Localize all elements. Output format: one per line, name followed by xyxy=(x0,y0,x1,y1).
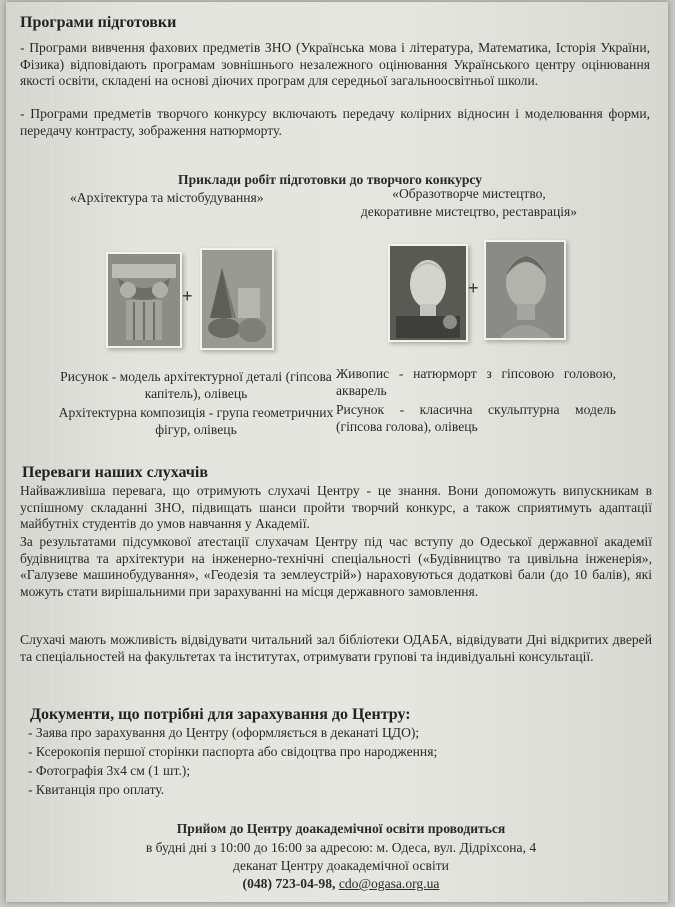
examples-right-heading-line-1: «Образотворче мистецтво, xyxy=(392,186,546,201)
left-caption-2: Архітектурна композиція - група геометричних фігур, олівець xyxy=(58,405,334,437)
geometric-composition-image xyxy=(200,248,274,350)
advantages-paragraph-3: Слухачі мають можливість відвідувати читальний зал бібліотеки ОДАБА, відвідувати Дні відкритих дверей та спеціальностей на факультетах та інститутах, отримувати групові та індивідуальні консультації. xyxy=(20,632,652,664)
section-title-programs: Програми підготовки xyxy=(20,14,177,31)
document-item-1: - Заява про зарахування до Центру (оформляється в деканаті ЦДО); xyxy=(28,725,420,740)
footer-department: деканат Центру доакадемічної освіти xyxy=(233,858,449,873)
left-caption-1: Рисунок - модель архітектурної деталі (гіпсова капітель), олівець xyxy=(60,369,332,401)
watercolor-still-life-image xyxy=(388,244,468,342)
examples-title: Приклади робіт підготовки до творчого конкурсу xyxy=(178,172,483,187)
document-item-4: - Квитанція про оплату. xyxy=(28,782,165,797)
examples-right-heading-line-2: декоративне мистецтво, реставрація» xyxy=(360,204,578,219)
advantages-paragraph-2: За результатами підсумкової атестації слухачам Центру під час вступу до Одеської державної академії будівництва та архітектури на інженерно-технічні спеціальності («Будівництво та цивільна інженерія», «Галузеве машинобудування», «Геодезія та землеустрій») нараховуються додаткові бали (до 10 балів), які можуть стати вирішальними при зарахуванні на місця державного замовлення. xyxy=(20,534,652,599)
section-title-documents: Документи, що потрібні для зарахування до Центру: xyxy=(30,706,411,723)
advantages-paragraph-1: Найважливіша перевага, що отримують слухачі Центру - це знання. Вони допоможуть випускникам в успішному складанні ЗНО, підвищать шанси пройти творчий конкурс, а також сприятимуть адаптації майбутніх студентів до умов навчання у Академії. xyxy=(20,483,652,531)
document-item-2: - Ксерокопія першої сторінки паспорта або свідоцтва про народження; xyxy=(28,744,438,759)
capital-drawing-image xyxy=(106,252,182,348)
right-caption-2: Рисунок - класична скульптурна модель (гіпсова голова), олівець xyxy=(336,402,616,434)
section-title-advantages: Переваги наших слухачів xyxy=(22,464,208,481)
footer-email-link[interactable]: cdo@ogasa.org.ua xyxy=(338,876,440,891)
right-caption-1: Живопис - натюрморт з гіпсовою головою, акварель xyxy=(336,366,616,398)
programs-paragraph-2: - Програми предметів творчого конкурсу включають передачу колірних відносин і моделювання форми, передачу контрасту, зображення натюрморту. xyxy=(20,106,650,138)
examples-left-heading: «Архітектура та містобудування» xyxy=(70,190,264,205)
programs-paragraph-1: - Програми вивчення фахових предметів ЗНО (Українська мова і література, Математика, Історія України, Фізика) відповідають програмам зовнішнього незалежного оцінювання Українського центру оцінювання якості освіти, складені на основі діючих програм для середньої загальноосвітньої школи. xyxy=(20,40,650,88)
plus-sign-left: + xyxy=(182,286,193,306)
footer-hours-address: в будні дні з 10:00 до 16:00 за адресою: м. Одеса, вул. Дідріхсона, 4 xyxy=(145,840,537,855)
footer-phone: (048) 723-04-98, xyxy=(242,876,336,891)
footer-contacts xyxy=(46,876,636,893)
footer-title: Прийом до Центру доакадемічної освіти проводиться xyxy=(176,821,506,836)
plaster-head-drawing-image xyxy=(484,240,566,340)
document-page xyxy=(6,2,668,902)
document-item-3: - Фотографія 3х4 см (1 шт.); xyxy=(28,763,191,778)
plus-sign-right: + xyxy=(468,278,479,298)
